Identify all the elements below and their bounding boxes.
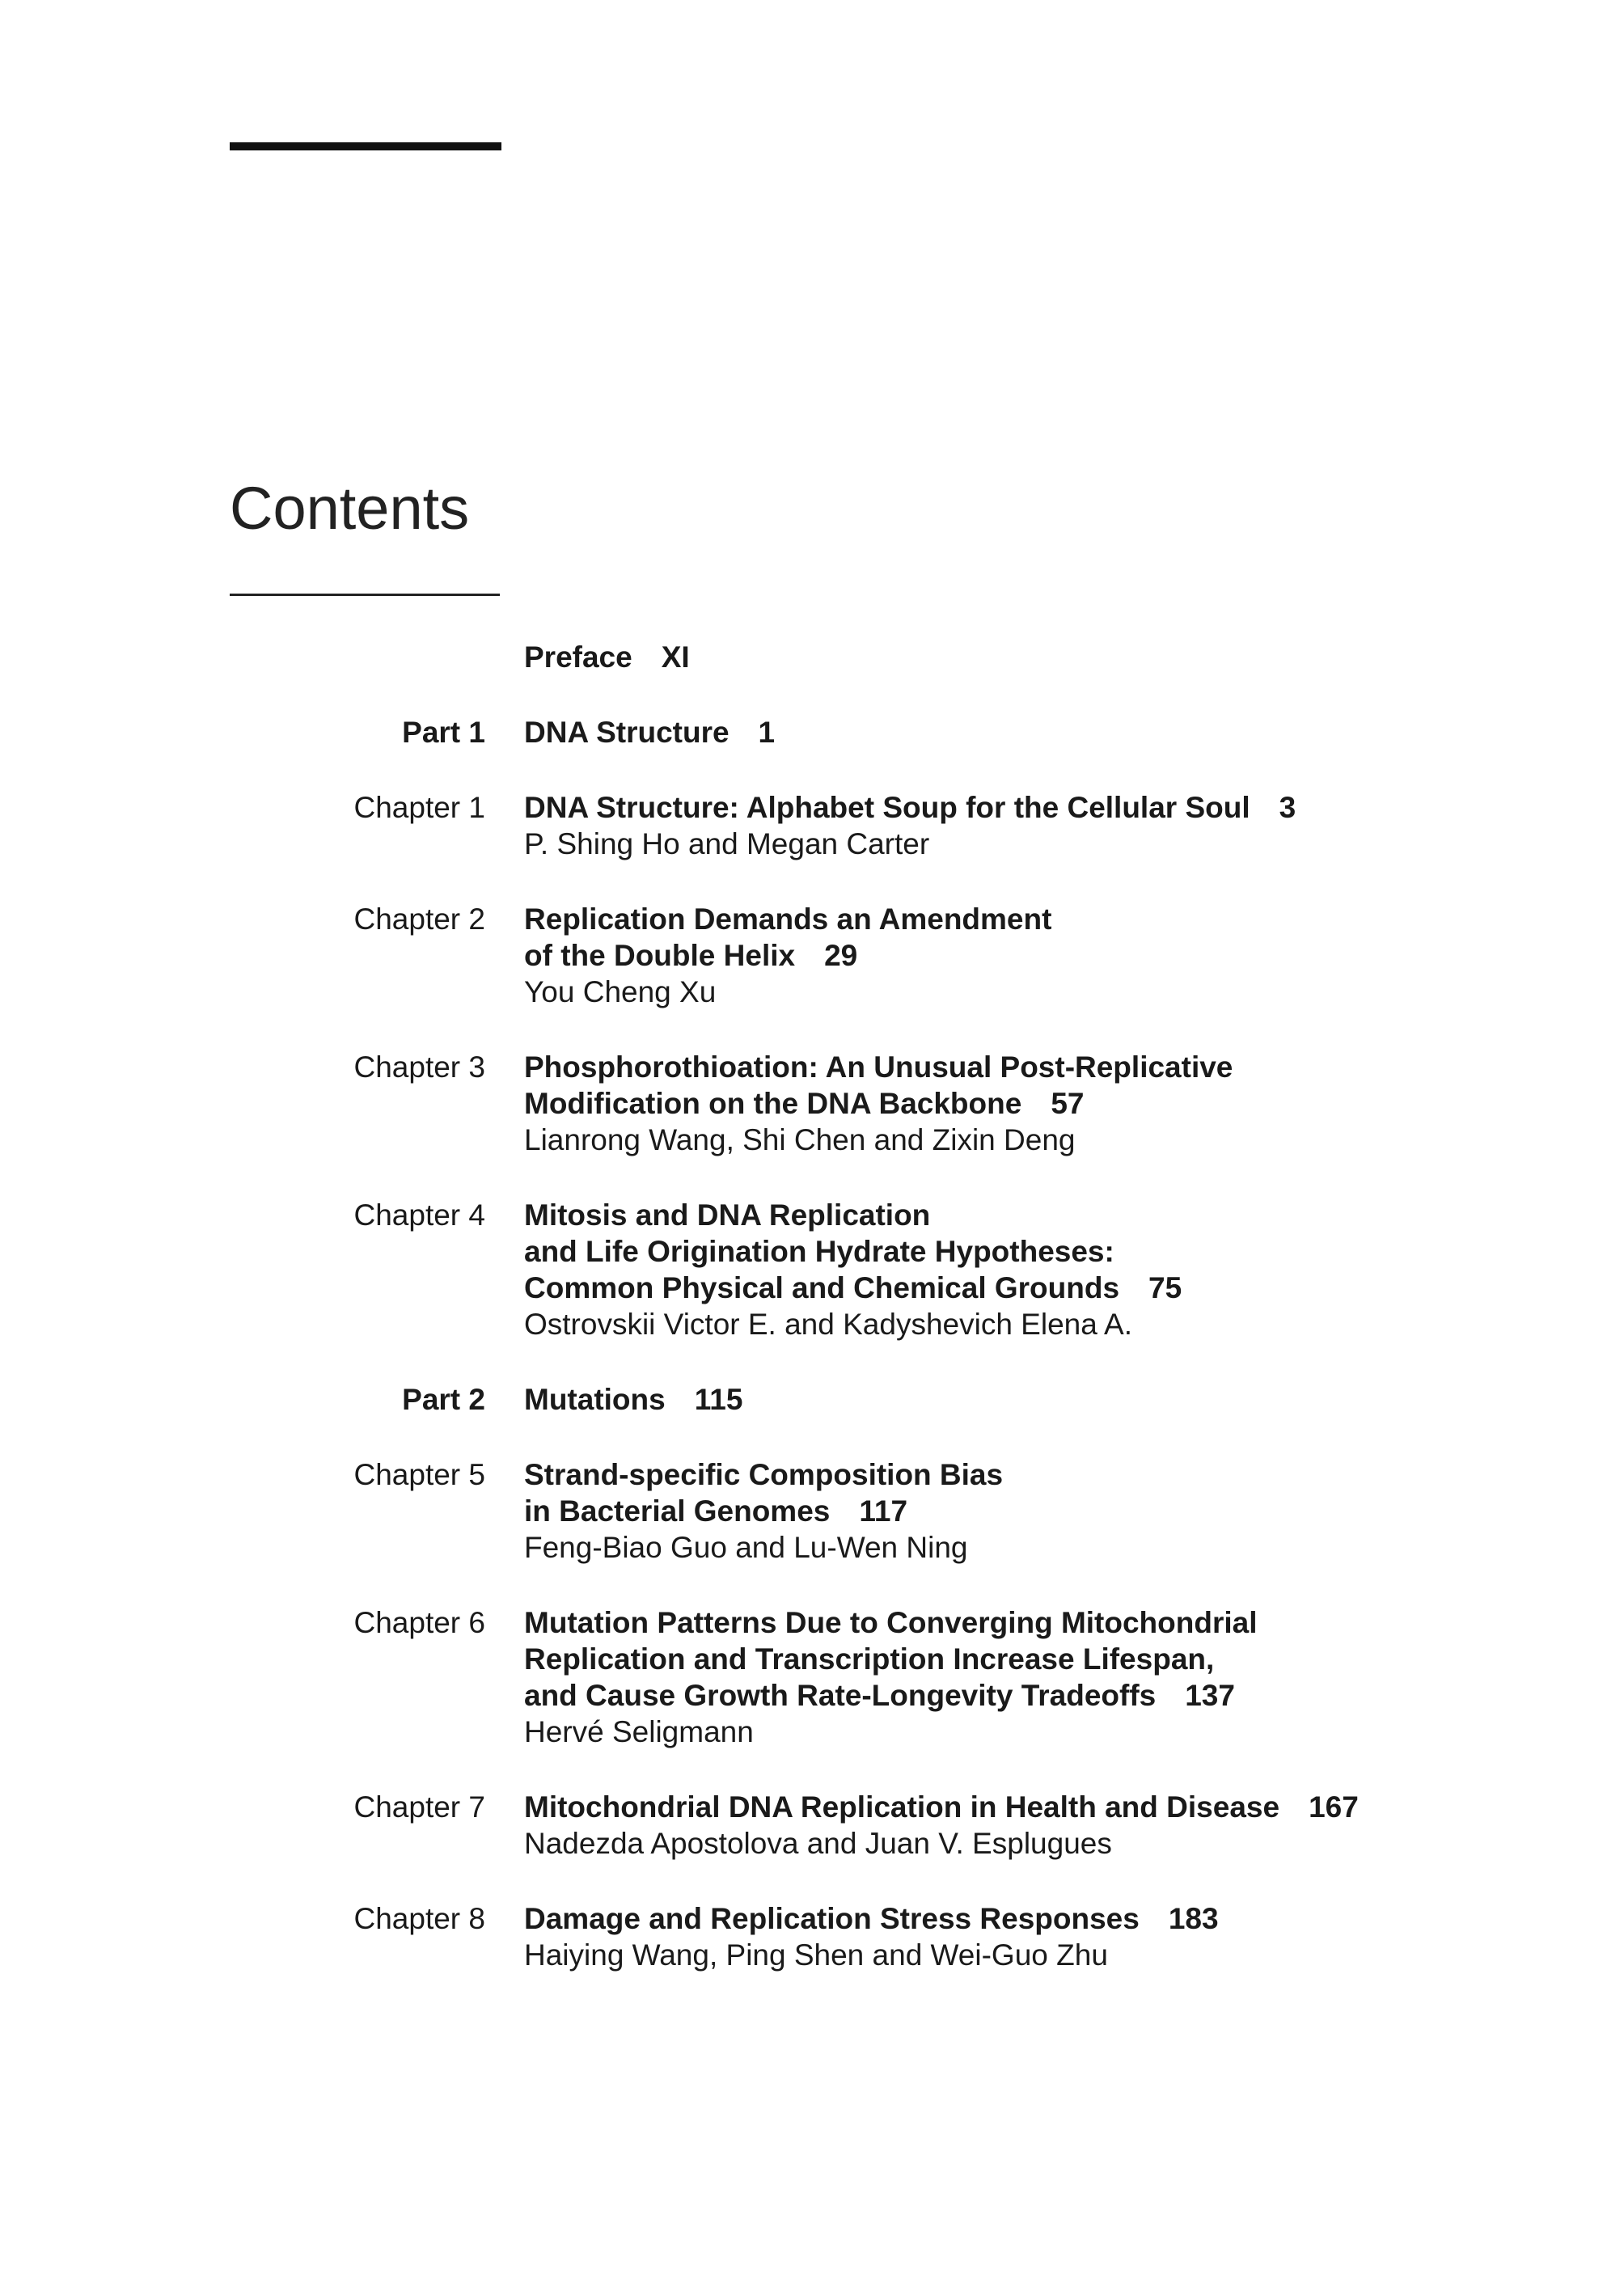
toc-entry-chapter-7[interactable]: [0, 1789, 1624, 1862]
entry-title: [524, 1049, 1462, 1122]
chapter-label: Chapter 5: [353, 1458, 485, 1491]
page-number: 3: [1279, 791, 1296, 824]
entry-title: [524, 714, 1462, 750]
chapter-authors: Lianrong Wang, Shi Chen and Zixin Deng: [524, 1123, 1076, 1156]
title-line: [524, 1789, 1462, 1825]
chapter-label: Chapter 7: [353, 1790, 485, 1824]
entry-body: [524, 1049, 1462, 1158]
page-number: 183: [1168, 1902, 1219, 1935]
title-text: Mitochondrial DNA Replication in Health and Disease: [524, 1790, 1280, 1824]
title-line: [524, 714, 1462, 750]
title-line: [524, 937, 1462, 974]
title-text: of the Double Helix: [524, 939, 796, 972]
toc-entry-part-1[interactable]: [0, 714, 1624, 750]
title-text: and Cause Growth Rate-Longevity Tradeoffs: [524, 1679, 1157, 1712]
toc-entry-chapter-8[interactable]: [0, 1900, 1624, 1973]
chapter-authors: Hervé Seligmann: [524, 1715, 754, 1748]
title-line: Phosphorothioation: An Unusual Post-Replicative: [524, 1050, 1233, 1084]
entry-body: [524, 901, 1462, 1010]
entry-body: [524, 639, 1462, 675]
title-line: [524, 1381, 1462, 1418]
page-number: 115: [694, 1383, 743, 1416]
top-decorative-rule: [230, 142, 501, 150]
title-line: Replication and Transcription Increase Lifespan,: [524, 1642, 1215, 1676]
entry-title: [524, 1604, 1462, 1714]
chapter-authors: You Cheng Xu: [524, 975, 717, 1008]
chapter-label: Chapter 8: [353, 1902, 485, 1935]
chapter-label: Chapter 3: [353, 1050, 485, 1084]
title-text: Mutations: [524, 1383, 666, 1416]
chapter-authors: Haiying Wang, Ping Shen and Wei-Guo Zhu: [524, 1938, 1108, 1972]
entry-title: [524, 1900, 1462, 1937]
title-underline-rule: [230, 594, 500, 596]
entry-body: [524, 1197, 1462, 1342]
title-line: Mutation Patterns Due to Converging Mitochondrial: [524, 1606, 1258, 1639]
title-line: and Life Origination Hydrate Hypotheses:: [524, 1235, 1114, 1268]
entry-body: [524, 789, 1462, 862]
chapter-authors: Feng-Biao Guo and Lu-Wen Ning: [524, 1531, 968, 1564]
title-text: DNA Structure: [524, 716, 730, 749]
title-line: [524, 1900, 1462, 1937]
entry-body: [524, 1789, 1462, 1862]
toc-entry-chapter-5[interactable]: [0, 1456, 1624, 1566]
entry-body: [524, 1456, 1462, 1566]
title-line: [524, 789, 1462, 826]
entry-body: [524, 714, 1462, 750]
title-text: Common Physical and Chemical Grounds: [524, 1271, 1120, 1304]
title-line: [524, 639, 1462, 675]
chapter-label: Chapter 1: [353, 791, 485, 824]
page-number: 167: [1309, 1790, 1359, 1824]
entry-title: [524, 1789, 1462, 1825]
entry-title: [524, 1197, 1462, 1306]
chapter-authors: P. Shing Ho and Megan Carter: [524, 827, 930, 860]
toc-entry-chapter-1[interactable]: [0, 789, 1624, 862]
page-number: 75: [1148, 1271, 1182, 1304]
title-text: Preface: [524, 640, 632, 674]
entry-body: [524, 1604, 1462, 1750]
title-text: Damage and Replication Stress Responses: [524, 1902, 1140, 1935]
page-number: 117: [859, 1494, 908, 1528]
toc-entry-chapter-2[interactable]: [0, 901, 1624, 1010]
chapter-authors: Nadezda Apostolova and Juan V. Esplugues: [524, 1827, 1112, 1860]
entry-title: [524, 639, 1462, 675]
chapter-authors: Ostrovskii Victor E. and Kadyshevich Elena A.: [524, 1308, 1133, 1341]
chapter-label: Chapter 4: [353, 1198, 485, 1232]
part-label: Part 2: [402, 1383, 485, 1416]
entry-title: [524, 1456, 1462, 1529]
toc-entry-chapter-6[interactable]: [0, 1604, 1624, 1750]
title-text: in Bacterial Genomes: [524, 1494, 831, 1528]
page-title: Contents: [230, 475, 470, 542]
title-line: Mitosis and DNA Replication: [524, 1198, 931, 1232]
title-text: DNA Structure: Alphabet Soup for the Cellular Soul: [524, 791, 1250, 824]
entry-title: [524, 1381, 1462, 1418]
page-number: 137: [1185, 1679, 1235, 1712]
part-label: Part 1: [402, 716, 485, 749]
chapter-label: Chapter 2: [353, 902, 485, 936]
page-number: 57: [1051, 1087, 1085, 1120]
page-number: 29: [824, 939, 858, 972]
toc-entry-chapter-4[interactable]: [0, 1197, 1624, 1342]
title-line: [524, 1493, 1462, 1529]
page-number: XI: [661, 640, 690, 674]
title-line: Replication Demands an Amendment: [524, 902, 1052, 936]
toc-entry-chapter-3[interactable]: [0, 1049, 1624, 1158]
title-line: [524, 1677, 1462, 1714]
title-line: [524, 1085, 1462, 1122]
title-text: Modification on the DNA Backbone: [524, 1087, 1022, 1120]
entry-body: [524, 1900, 1462, 1973]
entry-body: [524, 1381, 1462, 1418]
toc-entry-part-2[interactable]: [0, 1381, 1624, 1418]
toc-entry-preface[interactable]: [0, 639, 1624, 675]
entry-title: [524, 789, 1462, 826]
chapter-label: Chapter 6: [353, 1606, 485, 1639]
title-line: [524, 1270, 1462, 1306]
entry-title: [524, 901, 1462, 974]
table-of-contents: [0, 639, 1624, 2012]
page-number: 1: [758, 716, 776, 749]
title-line: Strand-specific Composition Bias: [524, 1458, 1004, 1491]
